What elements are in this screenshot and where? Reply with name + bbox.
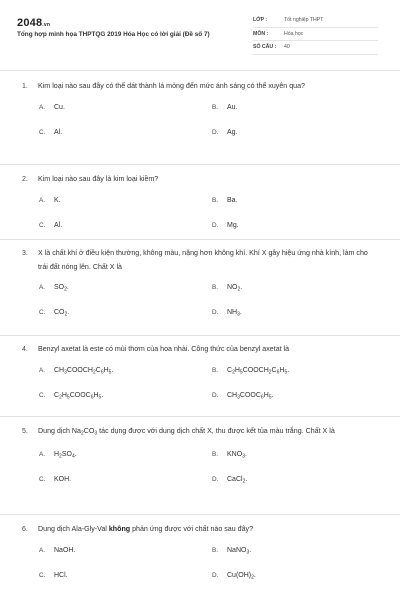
option-text: $CO_2$. (54, 309, 70, 318)
question-number: 3. (22, 250, 28, 257)
divider (0, 514, 400, 515)
option-letter: A. (39, 546, 46, 554)
option-letter: B. (212, 451, 219, 458)
answer-option-b[interactable] (212, 547, 251, 556)
option-letter: B. (212, 546, 219, 554)
answer-option-d[interactable] (212, 392, 273, 401)
question-stem (0, 173, 400, 187)
question-stem (0, 523, 400, 537)
option-letter: A. (39, 366, 46, 374)
question-stem (0, 80, 400, 94)
header (0, 0, 400, 62)
divider (0, 416, 400, 417)
option-text: HCl. (54, 571, 68, 579)
option-text: K. (54, 196, 61, 204)
option-text: $C_2H_5COOC_6H_5$. (54, 391, 104, 400)
option-text: $CH_3COOC_6H_5$. (227, 391, 274, 400)
meta-label: LỚP : (253, 17, 268, 24)
option-letter: D. (212, 391, 219, 399)
option-text: $C_2H_5COOCH_2C_6H_5$. (227, 366, 290, 375)
answer-option-c[interactable] (39, 222, 62, 229)
answer-option-a[interactable] (39, 104, 65, 111)
divider (0, 239, 400, 240)
logo-suffix: .vn (42, 22, 51, 28)
meta-value: Tốt nghiệp THPT (284, 17, 324, 24)
option-text: KOH. (54, 476, 72, 483)
answer-options (0, 94, 400, 154)
option-letter: A. (39, 284, 46, 291)
option-letter: D. (212, 221, 219, 229)
question-number: 2. (22, 176, 28, 183)
option-letter: D. (212, 476, 219, 483)
question-text: Kim loại nào sau đây có thể dát thành lá mỏng đến mức ánh sáng có thể xuyên qua? (38, 82, 305, 90)
answer-options (0, 357, 400, 417)
question-1 (0, 80, 400, 154)
option-letter: C. (39, 476, 46, 483)
answer-option-a[interactable] (39, 284, 69, 293)
answer-options (0, 537, 400, 597)
option-letter: A. (39, 103, 46, 111)
answer-option-d[interactable] (212, 222, 239, 229)
option-text: Ag. (227, 128, 238, 136)
option-text: $H_2SO_4$. (54, 451, 77, 460)
site-logo[interactable] (17, 17, 50, 29)
answer-option-a[interactable] (39, 451, 77, 460)
question-text: Kim loại nào sau đây là kim loại kiềm? (38, 175, 159, 183)
answer-options (0, 441, 400, 501)
option-letter: D. (212, 128, 219, 136)
option-letter: B. (212, 103, 219, 111)
question-4 (0, 343, 400, 417)
option-letter: D. (212, 571, 219, 579)
option-text: NaNO$_3$. (227, 546, 252, 555)
divider (0, 70, 400, 71)
option-text: $Cu(OH)_2$. (227, 571, 256, 580)
answer-option-a[interactable] (39, 197, 61, 204)
answer-option-b[interactable] (212, 451, 247, 460)
answer-option-c[interactable] (39, 309, 69, 318)
answer-option-c[interactable] (39, 476, 71, 483)
question-text: Dung dịch Ala-Gly-Val không phản ứng được với chất nào sau đây? (38, 525, 254, 533)
question-stem (0, 247, 400, 274)
question-3 (0, 247, 400, 334)
option-text: Al. (54, 128, 63, 136)
option-text: $CH_3COOCH_2C_6H_5$. (54, 366, 114, 375)
question-2 (0, 173, 400, 247)
divider (0, 335, 400, 336)
answer-option-c[interactable] (39, 572, 68, 579)
logo-text: 2048 (17, 17, 43, 29)
option-letter: C. (39, 571, 46, 579)
question-5 (0, 425, 400, 501)
option-text: Mg. (227, 221, 239, 229)
option-text: Al. (54, 221, 63, 229)
question-number: 1. (22, 83, 28, 90)
question-text: Benzyl axetat là este có mùi thơm của hoa nhài. Công thức của benzyl axetat là (38, 345, 290, 353)
meta-row-question-count (253, 41, 378, 55)
meta-label: MÔN : (253, 30, 269, 37)
answer-option-d[interactable] (212, 572, 256, 581)
meta-value: 40 (284, 44, 290, 51)
option-text: Au. (227, 103, 238, 111)
question-number: 4. (22, 346, 28, 353)
answer-option-b[interactable] (212, 367, 289, 376)
option-letter: B. (212, 196, 219, 204)
question-number: 5. (22, 428, 28, 435)
document-title: Tổng hợp minh họa THPTQG 2019 Hóa Học có lời giải (Đề số 7) (17, 31, 210, 38)
option-letter: D. (212, 309, 219, 316)
answer-option-d[interactable] (212, 129, 238, 136)
option-letter: A. (39, 451, 46, 458)
option-letter: C. (39, 391, 46, 399)
question-text: X là chất khí ở điều kiện thường, không màu, nặng hơn không khí. Khí X gây hiệu ứng nhà kính, làm cho trái đất nóng lên. Chất X là (38, 249, 368, 271)
answer-options (0, 187, 400, 247)
option-letter: B. (212, 284, 219, 291)
answer-option-a[interactable] (39, 547, 75, 554)
meta-value: Hóa học (284, 30, 304, 37)
answer-option-c[interactable] (39, 129, 62, 136)
option-letter: B. (212, 366, 219, 374)
option-text: $SO_2$. (54, 284, 69, 293)
divider (0, 164, 400, 165)
answer-option-a[interactable] (39, 367, 113, 376)
option-text: Cu. (54, 103, 65, 111)
answer-options (0, 274, 400, 334)
option-text: $NO_2$. (227, 284, 243, 293)
option-text: $KNO_3$. (227, 451, 247, 460)
answer-option-d[interactable] (212, 476, 247, 485)
question-number: 6. (22, 526, 28, 533)
answer-option-c[interactable] (39, 392, 103, 401)
question-text: Dung dịch $Na_2CO_3$ tác dụng được với dung dịch chất X, thu được kết tủa màu trắng. Chất X là (38, 427, 335, 437)
option-letter: C. (39, 128, 46, 136)
question-stem (0, 425, 400, 441)
option-text: NaOH. (54, 546, 76, 554)
option-letter: C. (39, 309, 46, 316)
meta-row-class (253, 14, 378, 28)
answer-option-b[interactable] (212, 284, 242, 293)
option-text: $NH_3$. (227, 309, 242, 318)
meta-label: SỐ CÂU : (253, 44, 277, 51)
option-text: Ba. (227, 196, 238, 204)
option-letter: C. (39, 221, 46, 229)
answer-option-b[interactable] (212, 104, 238, 111)
document-meta (253, 14, 378, 55)
question-stem (0, 343, 400, 357)
option-text: CaCl$_2$. (227, 476, 248, 485)
question-6 (0, 523, 400, 597)
option-letter: A. (39, 196, 46, 204)
meta-row-subject (253, 28, 378, 42)
answer-option-b[interactable] (212, 197, 238, 204)
answer-option-d[interactable] (212, 309, 242, 318)
